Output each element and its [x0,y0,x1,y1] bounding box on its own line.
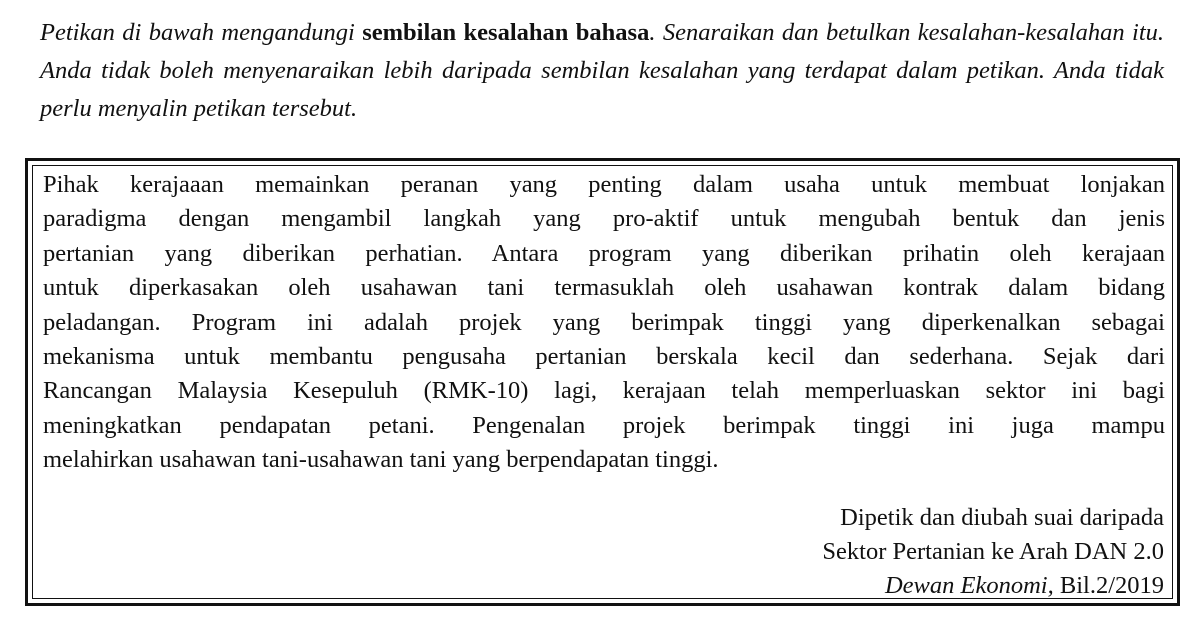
passage-line: mekanisma untuk membantu pengusaha pertanian berskala kecil dan sederhana. Sejak dari [43,343,1165,371]
passage-text [43,168,1165,478]
source-publication: Dewan Ekonomi, [884,572,1054,599]
instructions-paragraph [40,14,1164,128]
passage-line: meningkatkan pendapatan petani. Pengenalan projek berimpak tinggi ini juga mampu [43,411,1165,439]
instructions-text-rest: . Senaraikan dan betulkan kesalahan-kesalahan itu. Anda tidak boleh menyenaraikan lebih daripada sembilan kesalahan yang terdapat dalam petikan. Anda tidak perlu menyalin petikan tersebut. [40,19,1165,122]
passage-line: untuk diperkasakan oleh usahawan tani termasuklah oleh usahawan kontrak dalam bidang [43,274,1165,302]
passage-line: peladangan. Program ini adalah projek yang berimpak tinggi yang diperkenalkan sebagai [43,308,1165,336]
source-line-1: Dipetik dan diubah suai daripada [840,504,1164,531]
source-citation [822,501,1164,603]
source-line-2: Sektor Pertanian ke Arah DAN 2.0 [822,538,1164,565]
passage-line: melahirkan usahawan tani-usahawan tani yang berpendapatan tinggi. [43,446,719,474]
instructions-emphasis: sembilan kesalahan bahasa [362,19,650,46]
passage-line: Pihak kerajaaan memainkan peranan yang penting dalam usaha untuk membuat lonjakan [43,171,1165,198]
instructions-text-intro: Petikan di bawah mengandungi [40,19,363,46]
passage-line: Rancangan Malaysia Kesepuluh (RMK-10) lagi, kerajaan telah memperluaskan sektor ini bagi [43,377,1165,405]
passage-line: pertanian yang diberikan perhatian. Antara program yang diberikan prihatin oleh kerajaan [43,239,1165,267]
passage-line: paradigma dengan mengambil langkah yang pro-aktif untuk mengubah bentuk dan jenis [43,205,1165,233]
source-line-3 [822,569,1164,603]
source-issue: Bil.2/2019 [1053,572,1164,599]
